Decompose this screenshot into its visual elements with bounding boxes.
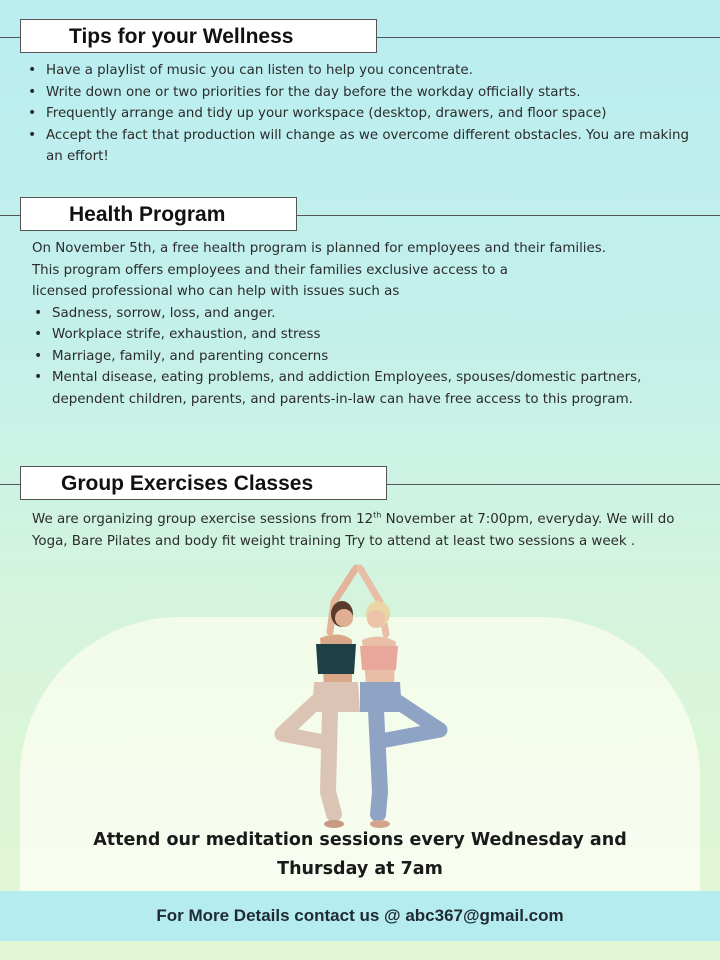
contact-footer: For More Details contact us @ abc367@gmail.com [0, 891, 720, 941]
group-text-end: November at 7:00pm, everyday. We will do Yoga, Bare Pilates and body fit weight training Try to attend at least two sessions a week . [32, 512, 675, 549]
health-section-header [0, 197, 720, 233]
meditation-line-2: Thursday at 7am [277, 859, 443, 879]
meditation-announcement [40, 826, 680, 884]
tips-list-item: • Have a playlist of music you can listen to help you concentrate. [28, 60, 700, 82]
meditation-line-1: Attend our meditation sessions every Wednesday and [93, 830, 627, 850]
group-text [32, 509, 710, 552]
health-body [32, 238, 702, 410]
health-list-item: • Mental disease, eating problems, and addiction Employees, spouses/domestic partners, dependent children, parents, and parents-in-law can have free access to this program. [34, 367, 702, 410]
group-text-superscript: th [373, 510, 382, 520]
yoga-couple-illustration [268, 562, 454, 834]
group-text-start: We are organizing group exercise sessions from 12 [32, 512, 374, 527]
health-list-item: • Marriage, family, and parenting concerns [34, 346, 702, 368]
health-list-item: • Workplace strife, exhaustion, and stress [34, 324, 702, 346]
tips-list [28, 60, 700, 168]
health-intro-line: This program offers employees and their families exclusive access to a [32, 262, 508, 278]
tips-list-item: • Write down one or two priorities for the day before the workday officially starts. [28, 82, 700, 104]
health-intro [32, 238, 702, 303]
group-title: Group Exercises Classes [20, 466, 387, 500]
health-list [34, 303, 702, 411]
health-title: Health Program [20, 197, 297, 231]
tips-list-item: • Accept the fact that production will change as we overcome different obstacles. You are making an effort! [28, 125, 700, 168]
tips-title: Tips for your Wellness [20, 19, 377, 53]
tips-section-header [0, 19, 720, 55]
group-section-header [0, 466, 720, 502]
health-intro-line: On November 5th, a free health program is planned for employees and their families. [32, 241, 606, 256]
health-list-item: • Sadness, sorrow, loss, and anger. [34, 303, 702, 325]
health-intro-line: licensed professional who can help with issues such as [32, 284, 400, 299]
tips-list-item: • Frequently arrange and tidy up your workspace (desktop, drawers, and floor space) [28, 103, 700, 125]
